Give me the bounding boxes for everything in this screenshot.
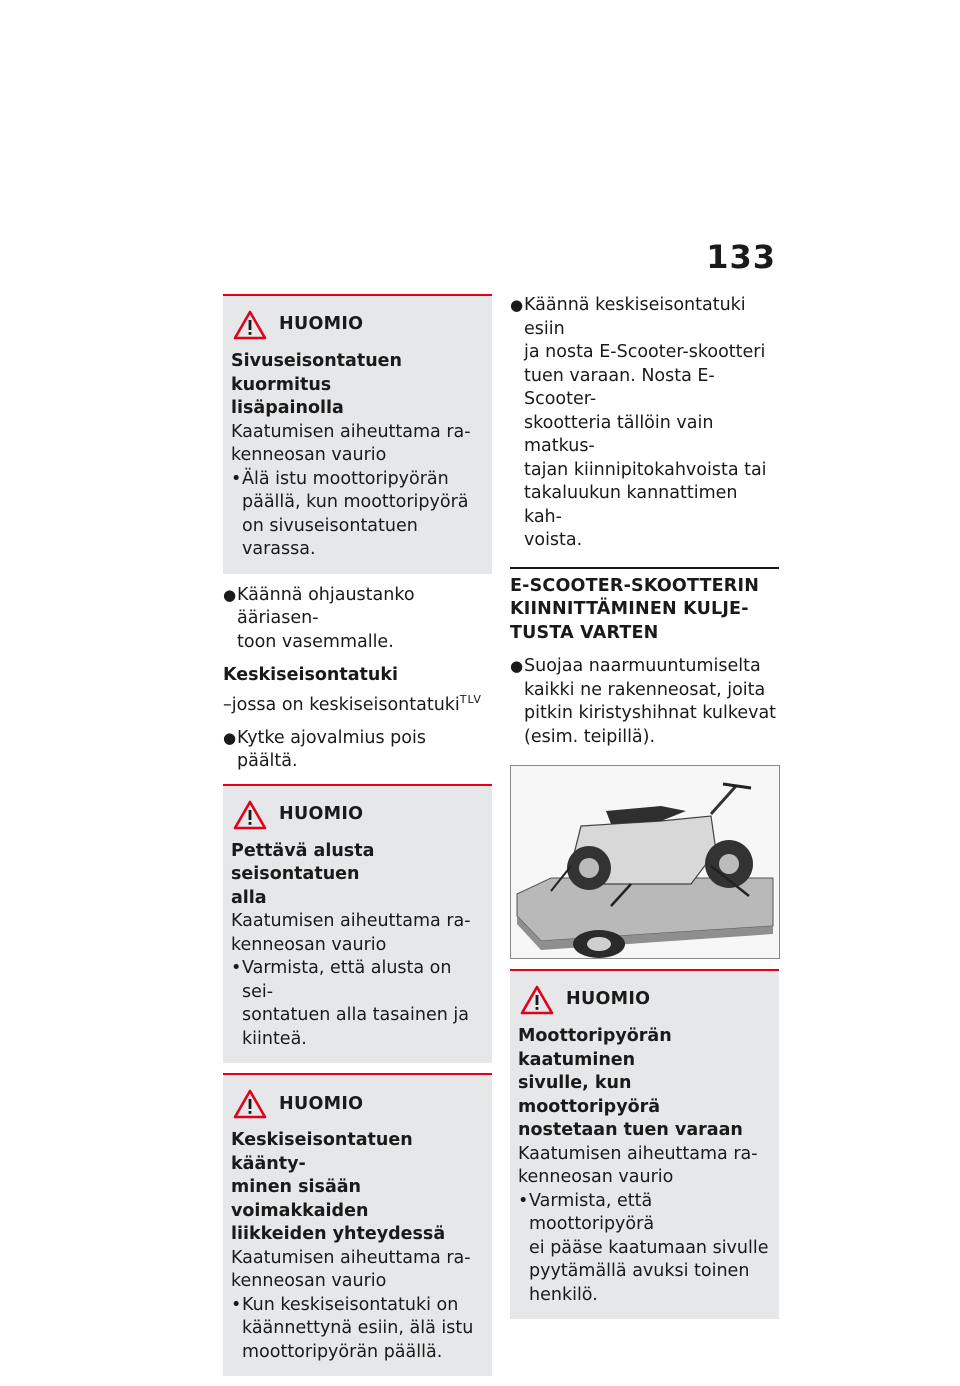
measure-line: päällä, kun moottoripyörä [242, 492, 469, 512]
section-heading [510, 567, 779, 646]
step-line: toon vasemmalle. [237, 631, 394, 652]
step-bullet: ● [223, 728, 237, 747]
measure-line: henkilö. [529, 1284, 598, 1305]
step-line: takaluukun kannattimen kah- [524, 483, 738, 527]
step-line: Suojaa naarmuuntumiselta [524, 656, 761, 676]
heading-line: KIINNITTÄMINEN KULJE- [510, 599, 749, 619]
condition-text: –jossa on keskiseisontatuki [223, 694, 460, 715]
notice-consequence [231, 1247, 482, 1294]
step-bullet: ● [510, 657, 524, 675]
consequence-line: kenneosan vaurio [518, 1167, 674, 1187]
step-line: (esim. teipillä). [524, 726, 656, 747]
step-line: tajan kiinnipitokahvoista tai [524, 459, 767, 480]
measure-line: sontatuen alla tasainen ja [242, 1005, 469, 1026]
left-column [223, 294, 492, 1386]
measure-line: Varmista, että moottoripyörä [529, 1190, 655, 1234]
dot-bullet: • [231, 468, 242, 489]
subject-line: Keskiseisontatuen käänty- [231, 1130, 413, 1174]
step-line: Käännä ohjaustanko ääriasen- [237, 584, 415, 628]
measure-line: Varmista, että alusta on sei- [242, 958, 452, 1002]
right-column [510, 294, 779, 1329]
notice-title: HUOMIO [566, 989, 651, 1010]
subject-line: minen sisään voimakkaiden [231, 1177, 369, 1221]
notice-consequence [231, 910, 482, 957]
measure-line: Älä istu moottoripyörän [242, 468, 449, 489]
notice-measure [231, 468, 482, 562]
notice-sidestand [223, 294, 492, 574]
measure-line: kiinteä. [242, 1028, 307, 1049]
dot-bullet: • [231, 1294, 242, 1315]
notice-title: HUOMIO [279, 1093, 364, 1114]
consequence-line: Kaatumisen aiheuttama ra- [518, 1143, 758, 1164]
step-ignition-off [223, 727, 492, 774]
warning-icon [233, 800, 267, 830]
notice-title: HUOMIO [279, 804, 364, 825]
consequence-line: kenneosan vaurio [231, 1271, 387, 1292]
warning-icon [233, 310, 267, 340]
warning-icon [233, 1089, 267, 1119]
subject-line: lisäpainolla [231, 398, 344, 418]
scooter-on-trailer-photo [510, 765, 780, 959]
measure-line: on sivuseisontatuen varassa. [242, 515, 418, 559]
step-protect-parts [510, 655, 779, 749]
step-line: kaikki ne rakenneosat, joita [524, 679, 766, 700]
measure-line: käännettynä esiin, älä istu [242, 1318, 474, 1339]
condition-line [223, 688, 492, 717]
notice-consequence [518, 1143, 769, 1190]
heading-line: TUSTA VARTEN [510, 622, 659, 643]
subject-line: sivulle, kun moottoripyörä [518, 1073, 661, 1117]
subject-line: Pettävä alusta seisontatuen [231, 840, 375, 885]
subject-line: nostetaan tuen varaan [518, 1120, 743, 1140]
step-bullet: ● [223, 585, 237, 604]
step-line: skootteria tällöin vain matkus- [524, 412, 714, 456]
notice-title: HUOMIO [279, 314, 364, 335]
condition-sup: TLV [459, 692, 482, 706]
subject-line: alla [231, 887, 267, 908]
notice-measure [231, 957, 482, 1051]
step-line: Käännä keskiseisontatuki esiin [524, 295, 746, 339]
subject-line: Moottoripyörän kaatuminen [518, 1026, 672, 1070]
step-line: Kytke ajovalmius pois päältä. [237, 727, 426, 772]
step-line: pitkin kiristyshihnat kulkevat [524, 703, 777, 723]
measure-line: pyytämällä avuksi toinen [529, 1261, 750, 1281]
consequence-line: kenneosan vaurio [231, 445, 387, 465]
notice-subject [518, 1025, 769, 1143]
notice-tipping [510, 969, 779, 1319]
warning-icon [520, 985, 554, 1015]
notice-consequence [231, 421, 482, 468]
notice-subject [231, 1129, 482, 1247]
notice-measure [231, 1294, 482, 1365]
step-bullet: ● [510, 296, 524, 314]
consequence-line: kenneosan vaurio [231, 934, 387, 955]
step-raise-scooter [510, 294, 779, 553]
measure-line: Kun keskiseisontatuki on [242, 1294, 459, 1315]
step-turn-handlebar [223, 584, 492, 655]
notice-subject [231, 350, 482, 421]
heading-line: E-SCOOTER-SKOOTTERIN [510, 575, 760, 596]
page-number: 133 [706, 238, 776, 276]
consequence-line: Kaatumisen aiheuttama ra- [231, 421, 471, 442]
dot-bullet: • [231, 958, 242, 979]
step-line: voista. [524, 530, 583, 550]
notice-stand-retract [223, 1073, 492, 1376]
subheading-center-stand: Keskiseisontatuki [223, 665, 398, 685]
subject-line: liikkeiden yhteydessä [231, 1224, 446, 1245]
consequence-line: Kaatumisen aiheuttama ra- [231, 911, 471, 932]
step-line: tuen varaan. Nosta E-Scooter- [524, 365, 715, 409]
measure-line: moottoripyörän päällä. [242, 1341, 443, 1362]
notice-subject [231, 840, 482, 911]
notice-ground [223, 784, 492, 1064]
subject-line: Sivuseisontatuen kuormitus [231, 351, 402, 395]
step-line: ja nosta E-Scooter-skootteri [524, 342, 766, 362]
dot-bullet: • [518, 1190, 529, 1211]
notice-measure [518, 1190, 769, 1308]
consequence-line: Kaatumisen aiheuttama ra- [231, 1247, 471, 1268]
measure-line: ei pääse kaatumaan sivulle [529, 1237, 769, 1258]
